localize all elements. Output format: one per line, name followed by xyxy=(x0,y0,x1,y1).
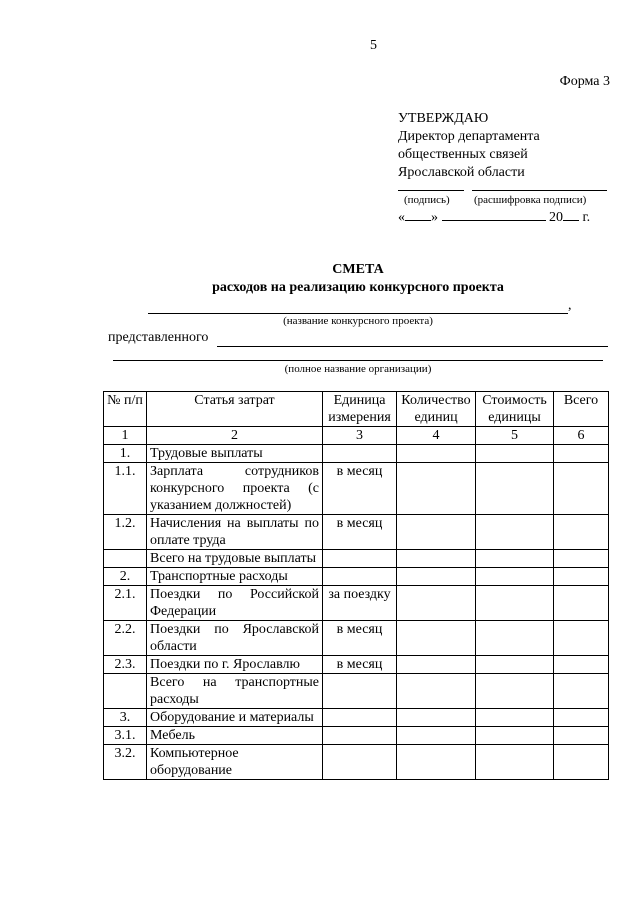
date-open-quote: « xyxy=(398,210,405,225)
row-total xyxy=(554,709,609,727)
row-item: Зарплата сотрудников конкурсного проекта (с указанием должностей) xyxy=(147,463,323,515)
approval-date xyxy=(398,210,590,226)
row-item: Поездки по Ярославской области xyxy=(147,621,323,656)
row-unit xyxy=(323,745,397,780)
column-number: 3 xyxy=(323,427,397,445)
row-total xyxy=(554,656,609,674)
form-label: Форма 3 xyxy=(559,74,610,89)
signature-line xyxy=(398,190,464,191)
row-quantity xyxy=(397,550,476,568)
document-title: СМЕТА xyxy=(332,262,384,277)
date-year: 20 xyxy=(549,210,563,225)
row-number: 1.2. xyxy=(104,515,147,550)
row-item: Поездки по г. Ярославлю xyxy=(147,656,323,674)
row-unit-cost xyxy=(476,550,554,568)
table-row xyxy=(104,515,609,550)
signature-caption: (подпись) xyxy=(404,194,450,206)
presented-line xyxy=(217,346,608,347)
date-suffix: г. xyxy=(582,210,591,225)
table-row xyxy=(104,550,609,568)
row-total xyxy=(554,515,609,550)
approve-line-1: Директор департамента xyxy=(398,129,540,144)
row-unit: за поездку xyxy=(323,586,397,621)
row-unit xyxy=(323,445,397,463)
row-number: 3.2. xyxy=(104,745,147,780)
row-unit-cost xyxy=(476,586,554,621)
row-item: Поездки по Российской Федерации xyxy=(147,586,323,621)
row-number: 3. xyxy=(104,709,147,727)
organization-line xyxy=(113,360,603,361)
row-total xyxy=(554,586,609,621)
row-total xyxy=(554,621,609,656)
approve-line-3: Ярославской области xyxy=(398,165,525,180)
row-unit-cost xyxy=(476,709,554,727)
project-line-comma: , xyxy=(568,298,572,313)
row-item: Трудовые выплаты xyxy=(147,445,323,463)
row-unit xyxy=(323,568,397,586)
row-item: Всего на трудовые выплаты xyxy=(147,550,323,568)
date-close-quote: » xyxy=(431,210,438,225)
row-unit xyxy=(323,727,397,745)
row-unit-cost xyxy=(476,515,554,550)
row-unit-cost xyxy=(476,568,554,586)
row-quantity xyxy=(397,586,476,621)
row-unit: в месяц xyxy=(323,463,397,515)
table-row xyxy=(104,727,609,745)
approve-line-2: общественных связей xyxy=(398,147,528,162)
row-quantity xyxy=(397,745,476,780)
table-row xyxy=(104,745,609,780)
page-number: 5 xyxy=(370,38,377,53)
row-item: Мебель xyxy=(147,727,323,745)
row-total xyxy=(554,568,609,586)
organization-caption: (полное название организации) xyxy=(284,363,432,375)
project-name-caption: (название конкурсного проекта) xyxy=(283,315,433,327)
column-number: 5 xyxy=(476,427,554,445)
row-unit-cost xyxy=(476,745,554,780)
column-number: 4 xyxy=(397,427,476,445)
table-row xyxy=(104,586,609,621)
header-number: № п/п xyxy=(104,392,147,427)
row-unit xyxy=(323,709,397,727)
row-number: 2.2. xyxy=(104,621,147,656)
row-number: 2.1. xyxy=(104,586,147,621)
row-quantity xyxy=(397,621,476,656)
row-number: 2. xyxy=(104,568,147,586)
row-item: Транспортные расходы xyxy=(147,568,323,586)
row-unit-cost xyxy=(476,621,554,656)
table-row xyxy=(104,568,609,586)
row-quantity xyxy=(397,568,476,586)
row-item: Начисления на выплаты по оплате труда xyxy=(147,515,323,550)
row-item: Компьютерное оборудование xyxy=(147,745,323,780)
approval-block xyxy=(398,110,540,182)
table-header-row xyxy=(104,392,609,427)
row-number xyxy=(104,674,147,709)
row-number: 3.1. xyxy=(104,727,147,745)
row-number: 1.1. xyxy=(104,463,147,515)
row-number xyxy=(104,550,147,568)
column-number: 6 xyxy=(554,427,609,445)
row-total xyxy=(554,674,609,709)
row-unit xyxy=(323,550,397,568)
row-total xyxy=(554,727,609,745)
row-unit-cost xyxy=(476,445,554,463)
row-unit-cost xyxy=(476,656,554,674)
row-total xyxy=(554,550,609,568)
row-quantity xyxy=(397,727,476,745)
row-total xyxy=(554,445,609,463)
row-total xyxy=(554,745,609,780)
row-item: Оборудование и материалы xyxy=(147,709,323,727)
table-row xyxy=(104,621,609,656)
header-unit-cost: Стоимость единицы xyxy=(476,392,554,427)
row-quantity xyxy=(397,709,476,727)
table-row xyxy=(104,445,609,463)
estimate-table xyxy=(103,391,609,780)
header-total: Всего xyxy=(554,392,609,427)
row-unit: в месяц xyxy=(323,621,397,656)
column-number: 1 xyxy=(104,427,147,445)
row-number: 1. xyxy=(104,445,147,463)
header-quantity: Количество единиц xyxy=(397,392,476,427)
document-subtitle: расходов на реализацию конкурсного проекта xyxy=(212,280,504,295)
table-row xyxy=(104,709,609,727)
header-item: Статья затрат xyxy=(147,392,323,427)
row-unit-cost xyxy=(476,463,554,515)
row-unit xyxy=(323,674,397,709)
signature-decode-line xyxy=(472,190,607,191)
row-unit: в месяц xyxy=(323,656,397,674)
project-name-line xyxy=(148,313,568,314)
row-unit: в месяц xyxy=(323,515,397,550)
row-item: Всего на транспортные расходы xyxy=(147,674,323,709)
row-unit-cost xyxy=(476,727,554,745)
column-number-row xyxy=(104,427,609,445)
row-number: 2.3. xyxy=(104,656,147,674)
row-total xyxy=(554,463,609,515)
table-row xyxy=(104,674,609,709)
table-row xyxy=(104,656,609,674)
row-quantity xyxy=(397,515,476,550)
row-quantity xyxy=(397,445,476,463)
row-quantity xyxy=(397,656,476,674)
signature-decode-caption: (расшифровка подписи) xyxy=(474,194,587,206)
column-number: 2 xyxy=(147,427,323,445)
header-unit: Единица измерения xyxy=(323,392,397,427)
row-quantity xyxy=(397,463,476,515)
approve-heading: УТВЕРЖДАЮ xyxy=(398,111,489,126)
row-unit-cost xyxy=(476,674,554,709)
presented-label: представленного xyxy=(108,330,209,345)
table-row xyxy=(104,463,609,515)
row-quantity xyxy=(397,674,476,709)
